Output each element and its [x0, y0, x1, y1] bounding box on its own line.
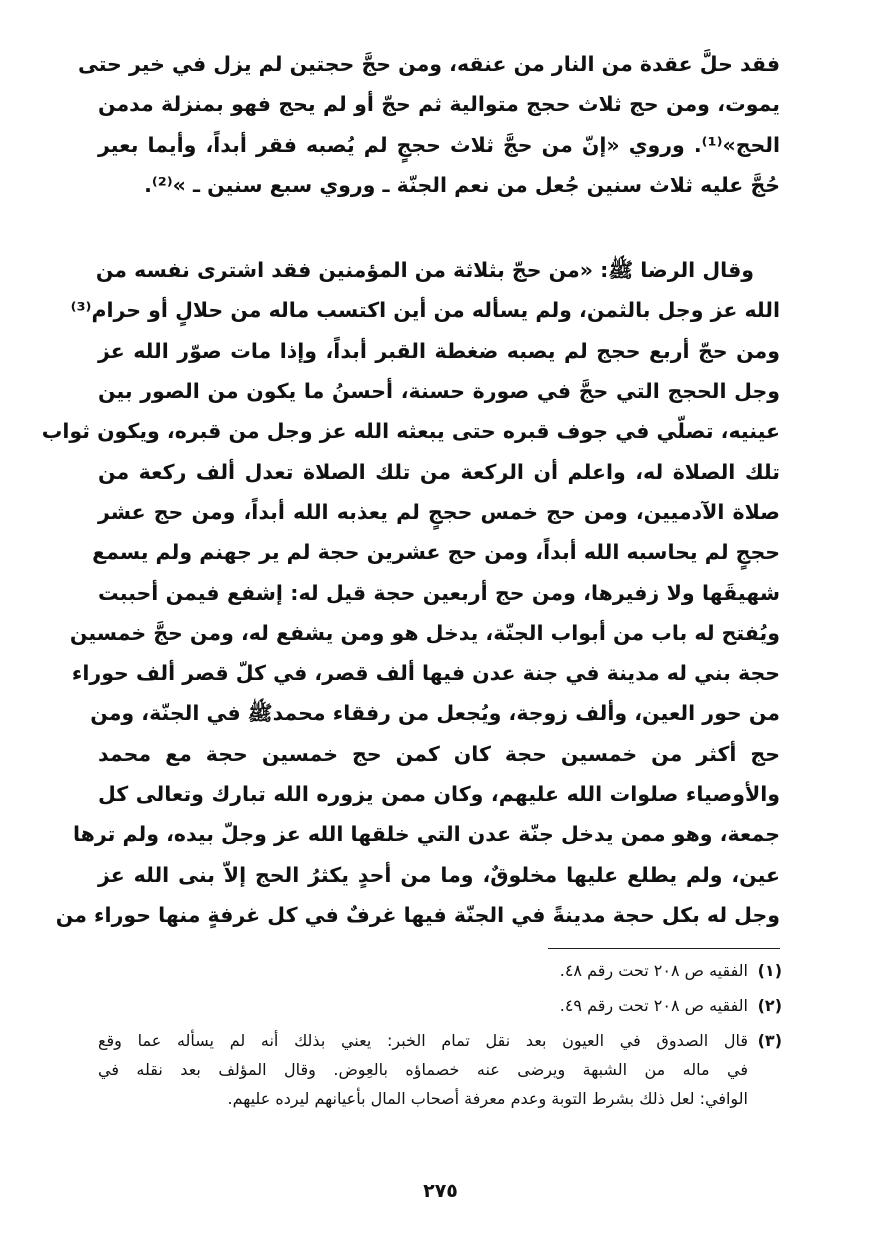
footnote-2	[98, 991, 782, 1020]
footnote-line: قال الصدوق في العيون بعد نقل تمام الخبر: يعني بذلك أنه لم يسأله عما وقع	[98, 1031, 748, 1050]
footnote-1	[98, 956, 782, 985]
footnote-number: (١)	[757, 961, 782, 980]
footnote-line: الفقيه ص ٢٠٨ تحت رقم ٤٨.	[559, 961, 748, 980]
paragraph-gap	[98, 205, 780, 250]
footnote-number: (٢)	[757, 996, 782, 1015]
paragraph-1	[77, 44, 780, 205]
text-line: والأوصياء صلوات الله عليهم، وكان ممن يزوره الله تبارك وتعالى كل	[98, 782, 780, 807]
footnotes	[98, 956, 782, 1113]
main-text	[41, 44, 780, 935]
text-line: ويُفتح له باب من أبواب الجنّة، يدخل هو ومن يشفع له، ومن حجَّ خمسين	[69, 620, 780, 645]
text-line: وقال الرضا ﷺ: «من حجّ بثلاثة من المؤمنين فقد اشترى نفسه من	[95, 258, 754, 283]
text-line: تلك الصلاة له، واعلم أن الركعة من تلك الصلاة تعدل ألف ركعة من	[98, 459, 780, 484]
text-line: حج أكثر من خمسين حجة كان كمن حج خمسين حجة مع محمد	[98, 741, 780, 766]
footnote-number: (٣)	[757, 1031, 782, 1050]
text-line: شهيقَها ولا زفيرها، ومن حج أربعين حجة قيل له: إشفع فيمن أحببت	[98, 580, 780, 605]
text-line: حججٍ لم يحاسبه الله أبداً، ومن حج عشرين حجة لم ير جهنم ولم يسمع	[92, 540, 780, 565]
text-line: وجل له بكل حجة مدينةً في الجنّة فيها غرفٌ في كل غرفةٍ منها حوراء من	[55, 902, 780, 927]
paragraph-2	[41, 250, 780, 935]
text-line: ومن حجّ أربع حجج لم يصبه ضغطة القبر أبداً، وإذا مات صوّر الله عز	[98, 338, 780, 363]
text-line: عينيه، تصلّي في جوف قبره حتى يبعثه الله عز وجل من قبره، ويكون ثواب	[41, 419, 780, 444]
footnote-body	[98, 991, 748, 1020]
footnote-line: الفقيه ص ٢٠٨ تحت رقم ٤٩.	[559, 996, 748, 1015]
text-line: الله عز وجل بالثمن، ولم يسأله من أين اكتسب ماله من حلالٍ أو حرام⁽³⁾	[70, 298, 780, 323]
text-line: صلاة الآدميين، ومن حج خمس حججٍ لم يعذبه الله أبداً، ومن حج عشر	[98, 499, 780, 524]
text-line: حُجَّ عليه ثلاث سنين جُعل من نعم الجنّة ـ وروي سبع سنين ـ »⁽²⁾.	[144, 172, 780, 197]
page-number: ٢٧٥	[423, 1180, 458, 1202]
text-line: عين، ولم يطلع عليها مخلوقٌ، وما من أحدٍ يكثرُ الحج إلاّ بنى الله عز	[98, 862, 780, 887]
text-line: حجة بني له مدينة في جنة عدن فيها ألف قصر، في كلّ قصر ألف حوراء	[71, 661, 780, 686]
footnote-body	[98, 1026, 748, 1113]
footnote-line: الوافي: لعل ذلك بشرط التوبة وعدم معرفة أصحاب المال بأعيانهم ليرده عليهم.	[227, 1089, 748, 1108]
text-line: فقد حلَّ عقدة من النار من عنقه، ومن حجَّ حجتين لم يزل في خير حتى	[77, 52, 780, 76]
text-line: يموت، ومن حج ثلاث حجج متوالية ثم حجّ أو لم يحج فهو بمنزلة مدمن	[98, 92, 780, 117]
footnote-3	[98, 1026, 782, 1113]
text-line: وجل الحجج التي حجَّ في صورة حسنة، أحسنُ ما يكون من الصور بين	[98, 379, 780, 404]
footnote-divider	[548, 948, 780, 949]
footnote-line: في ماله من الشبهة ويرضى عنه خصماؤه بالعِوض. وقال المؤلف بعد نقله في	[98, 1060, 748, 1079]
text-line: الحج»⁽¹⁾. وروي «إنّ من حجَّ ثلاث حججٍ لم يُصبه فقر أبداً، وأيما بعير	[98, 132, 780, 157]
text-line: جمعة، وهو ممن يدخل جنّة عدن التي خلقها الله عز وجلّ بيده، ولم ترها	[72, 822, 780, 847]
footnote-body	[98, 956, 748, 985]
text-line: من حور العين، وألف زوجة، ويُجعل من رفقاء محمدﷺ في الجنّة، ومن	[90, 701, 780, 726]
